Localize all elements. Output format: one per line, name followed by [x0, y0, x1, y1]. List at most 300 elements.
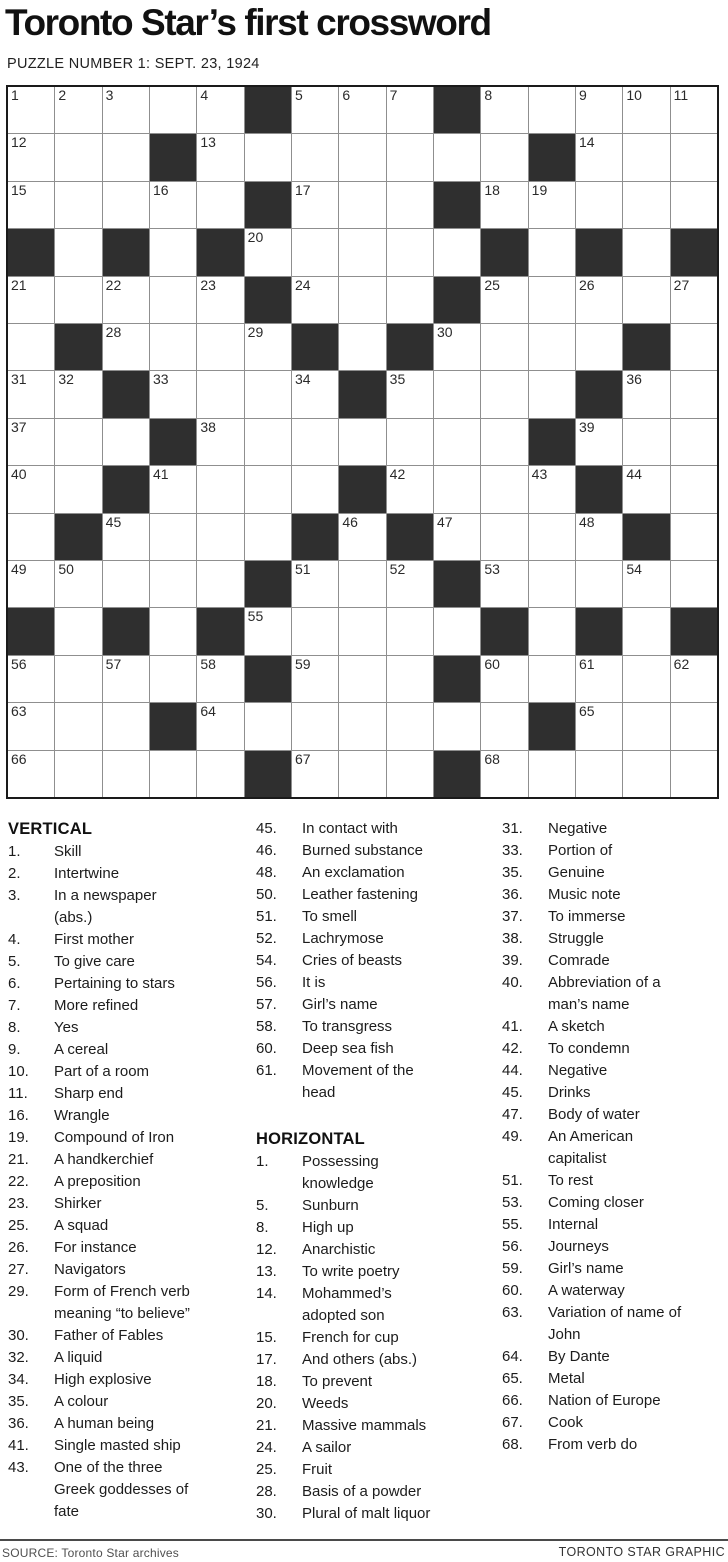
letter-cell [292, 182, 338, 228]
letter-cell [481, 514, 527, 560]
letter-cell [150, 751, 196, 797]
clue-text: A colour [54, 1393, 109, 1410]
clue-number: 7. [8, 997, 21, 1014]
clue-number: 4. [8, 931, 21, 948]
cell-number: 39 [578, 418, 595, 435]
clue-number: 56. [502, 1238, 523, 1255]
clue-text: To transgress [302, 1018, 393, 1035]
letter-cell [292, 656, 338, 702]
clue-number: 67. [502, 1414, 523, 1431]
clue-item [256, 1038, 444, 1060]
black-cell [623, 324, 669, 370]
letter-cell [387, 229, 433, 275]
letter-cell [339, 324, 385, 370]
cell-number: 45 [105, 513, 122, 530]
letter-cell [197, 371, 243, 417]
letter-cell [103, 324, 149, 370]
clue-number: 30. [256, 1505, 277, 1522]
clue-text: Girl’s name [548, 1260, 624, 1277]
cell-number: 4 [200, 87, 209, 103]
clue-text: Movement of the head [302, 1062, 414, 1101]
letter-cell [387, 371, 433, 417]
clue-item [256, 1151, 444, 1195]
clue-item [8, 995, 199, 1017]
clue-item [502, 1016, 692, 1038]
clue-text: Navigators [54, 1261, 126, 1278]
cell-number: 3 [105, 87, 114, 103]
clue-number: 58. [256, 1018, 277, 1035]
letter-cell [481, 751, 527, 797]
black-cell [387, 514, 433, 560]
black-cell [197, 608, 243, 654]
letter-cell [576, 87, 622, 133]
cell-number: 2 [58, 87, 67, 103]
clue-number: 68. [502, 1436, 523, 1453]
cell-number: 13 [200, 134, 216, 151]
letter-cell [623, 466, 669, 512]
clue-text: It is [302, 974, 326, 991]
clue-text: A human being [54, 1415, 155, 1432]
letter-cell [55, 703, 101, 749]
clue-text: Comrade [548, 952, 610, 969]
clue-text: Negative [548, 1062, 608, 1079]
letter-cell [339, 751, 385, 797]
letter-cell [623, 608, 669, 654]
cell-number: 19 [531, 181, 548, 198]
clue-number: 44. [502, 1062, 523, 1079]
cell-number: 6 [342, 87, 351, 103]
letter-cell [55, 751, 101, 797]
letter-cell [576, 514, 622, 560]
black-cell [387, 324, 433, 370]
clue-item [502, 1434, 692, 1456]
cell-number: 7 [389, 87, 398, 103]
cell-number: 63 [11, 703, 27, 720]
clue-item [502, 1060, 692, 1082]
letter-cell [623, 229, 669, 275]
black-cell [529, 703, 575, 749]
clue-item [8, 1083, 199, 1105]
letter-cell [529, 371, 575, 417]
clue-item [502, 818, 692, 840]
black-cell [434, 182, 480, 228]
clue-item [8, 1281, 199, 1325]
clue-number: 41. [8, 1437, 29, 1454]
clue-number: 25. [256, 1461, 277, 1478]
cell-number: 67 [294, 750, 311, 767]
clue-number: 63. [502, 1304, 523, 1321]
letter-cell [55, 87, 101, 133]
letter-cell [529, 751, 575, 797]
cell-number: 65 [578, 703, 595, 720]
letter-cell [576, 419, 622, 465]
letter-cell [103, 561, 149, 607]
letter-cell [623, 277, 669, 323]
clue-number: 21. [8, 1151, 29, 1168]
clue-item [502, 972, 692, 1016]
black-cell [103, 608, 149, 654]
letter-cell [387, 134, 433, 180]
cell-number: 43 [531, 466, 548, 483]
clue-item [502, 1038, 692, 1060]
cell-number: 22 [105, 276, 122, 293]
clue-text: Genuine [548, 864, 605, 881]
clue-text: Metal [548, 1370, 585, 1387]
cell-number: 36 [626, 371, 642, 388]
clue-text: Struggle [548, 930, 604, 947]
clue-item [502, 906, 692, 928]
cell-number: 66 [11, 750, 27, 767]
clue-item [256, 1327, 444, 1349]
clue-number: 57. [256, 996, 277, 1013]
clue-text: Music note [548, 886, 621, 903]
clue-text: Sharp end [54, 1085, 124, 1102]
clue-text: Pertaining to stars [54, 975, 175, 992]
clue-text: Coming closer [548, 1194, 644, 1211]
clue-item [8, 1127, 199, 1149]
letter-cell [197, 561, 243, 607]
letter-cell [529, 466, 575, 512]
letter-cell [150, 324, 196, 370]
clue-item [502, 1192, 692, 1214]
clue-text: A squad [54, 1217, 109, 1234]
clue-item [502, 1280, 692, 1302]
letter-cell [8, 561, 54, 607]
clue-text: And others (abs.) [302, 1351, 418, 1368]
clue-text: Yes [54, 1019, 79, 1036]
letter-cell [529, 608, 575, 654]
black-cell [197, 229, 243, 275]
black-cell [576, 608, 622, 654]
letter-cell [150, 466, 196, 512]
black-cell [245, 182, 291, 228]
clue-number: 2. [8, 865, 21, 882]
clue-text: One of the three Greek goddesses of fate [54, 1459, 189, 1520]
clue-number: 20. [256, 1395, 277, 1412]
cell-number: 21 [11, 276, 27, 293]
letter-cell [623, 87, 669, 133]
clue-text: Part of a room [54, 1063, 150, 1080]
letter-cell [481, 134, 527, 180]
clue-number: 1. [256, 1153, 269, 1170]
cell-number: 34 [294, 371, 311, 388]
clue-text: Drinks [548, 1084, 591, 1101]
clue-item [256, 1195, 444, 1217]
clue-text: Internal [548, 1216, 599, 1233]
clue-number: 19. [8, 1129, 29, 1146]
footer-divider [0, 1539, 728, 1541]
clue-item [256, 1459, 444, 1481]
cell-number: 28 [105, 324, 122, 340]
cell-number: 47 [436, 513, 453, 530]
clue-item [256, 1016, 444, 1038]
clue-text: Mohammed’s adopted son [302, 1285, 392, 1324]
black-cell [671, 608, 717, 654]
clue-number: 36. [502, 886, 523, 903]
letter-cell [103, 703, 149, 749]
letter-cell [481, 703, 527, 749]
letter-cell [245, 608, 291, 654]
letter-cell [387, 703, 433, 749]
clue-number: 35. [502, 864, 523, 881]
letter-cell [481, 466, 527, 512]
clue-text: Basis of a powder [302, 1483, 422, 1500]
clue-item [502, 1302, 692, 1346]
black-cell [245, 751, 291, 797]
letter-cell [245, 514, 291, 560]
letter-cell [8, 466, 54, 512]
clue-number: 27. [8, 1261, 29, 1278]
clue-number: 65. [502, 1370, 523, 1387]
black-cell [245, 87, 291, 133]
letter-cell [576, 751, 622, 797]
clue-item [502, 1126, 692, 1170]
clue-number: 32. [8, 1349, 29, 1366]
cell-number: 50 [58, 561, 74, 577]
letter-cell [150, 371, 196, 417]
clue-item [256, 1481, 444, 1503]
clue-number: 45. [502, 1084, 523, 1101]
clue-item [8, 1017, 199, 1039]
clue-item [502, 928, 692, 950]
cell-number: 40 [11, 466, 27, 483]
black-cell [103, 229, 149, 275]
black-cell [623, 514, 669, 560]
clue-item [8, 1215, 199, 1237]
letter-cell [55, 277, 101, 323]
letter-cell [150, 277, 196, 323]
cell-number: 10 [626, 87, 642, 103]
letter-cell [8, 87, 54, 133]
black-cell [434, 277, 480, 323]
black-cell [55, 514, 101, 560]
clue-number: 56. [256, 974, 277, 991]
letter-cell [150, 656, 196, 702]
letter-cell [339, 182, 385, 228]
letter-cell [671, 419, 717, 465]
clue-text: Massive mammals [302, 1417, 427, 1434]
clue-item [8, 973, 199, 995]
letter-cell [103, 656, 149, 702]
letter-cell [623, 371, 669, 417]
letter-cell [292, 466, 338, 512]
clue-item [256, 1393, 444, 1415]
letter-cell [8, 324, 54, 370]
letter-cell [55, 182, 101, 228]
cell-number: 18 [484, 181, 500, 198]
letter-cell [55, 419, 101, 465]
clue-text: Skill [54, 843, 82, 860]
letter-cell [150, 514, 196, 560]
letter-cell [103, 134, 149, 180]
clue-item [8, 885, 199, 929]
clue-item [256, 1239, 444, 1261]
letter-cell [339, 419, 385, 465]
clue-item [256, 994, 444, 1016]
black-cell [292, 324, 338, 370]
letter-cell [339, 703, 385, 749]
letter-cell [623, 182, 669, 228]
clue-item [256, 840, 444, 862]
letter-cell [481, 182, 527, 228]
clue-text: Possessing knowledge [302, 1153, 379, 1192]
cell-number: 14 [578, 134, 595, 151]
clue-number: 13. [256, 1263, 277, 1280]
clue-text: To condemn [548, 1040, 630, 1057]
letter-cell [576, 703, 622, 749]
clue-number: 33. [502, 842, 523, 859]
crossword-grid [6, 85, 719, 799]
letter-cell [103, 87, 149, 133]
letter-cell [671, 703, 717, 749]
letter-cell [245, 419, 291, 465]
cell-number: 53 [484, 561, 500, 577]
clue-column-2 [256, 818, 444, 1525]
black-cell [292, 514, 338, 560]
letter-cell [292, 608, 338, 654]
letter-cell [339, 608, 385, 654]
cell-number: 26 [578, 276, 595, 293]
clue-text: High explosive [54, 1371, 152, 1388]
letter-cell [197, 277, 243, 323]
letter-cell [339, 514, 385, 560]
letter-cell [197, 324, 243, 370]
letter-cell [434, 608, 480, 654]
clue-number: 41. [502, 1018, 523, 1035]
cell-number: 38 [200, 418, 216, 435]
clue-text: Fruit [302, 1461, 332, 1478]
cell-number: 37 [11, 418, 27, 435]
letter-cell [387, 466, 433, 512]
clue-text: Leather fastening [302, 886, 418, 903]
letter-cell [576, 182, 622, 228]
clue-text: Weeds [302, 1395, 349, 1412]
black-cell [434, 561, 480, 607]
clue-text: Nation of Europe [548, 1392, 661, 1409]
clue-item [502, 1082, 692, 1104]
puzzle-subtitle: PUZZLE NUMBER 1: SEPT. 23, 1924 [7, 56, 260, 72]
letter-cell [671, 466, 717, 512]
clue-number: 34. [8, 1371, 29, 1388]
clue-number: 54. [256, 952, 277, 969]
letter-cell [292, 87, 338, 133]
cell-number: 44 [626, 466, 642, 483]
black-cell [245, 561, 291, 607]
cell-number: 51 [294, 561, 311, 577]
clue-number: 17. [256, 1351, 277, 1368]
letter-cell [387, 87, 433, 133]
cell-number: 16 [152, 181, 169, 198]
clue-number: 9. [8, 1041, 21, 1058]
black-cell [339, 371, 385, 417]
letter-cell [529, 277, 575, 323]
cell-number: 42 [389, 466, 406, 483]
cell-number: 11 [673, 87, 689, 103]
cell-number: 30 [436, 324, 453, 340]
clue-number: 21. [256, 1417, 277, 1434]
cell-number: 61 [578, 655, 595, 672]
clue-number: 60. [256, 1040, 277, 1057]
clue-text: Form of French verb meaning “to believe” [54, 1283, 190, 1322]
clue-number: 60. [502, 1282, 523, 1299]
letter-cell [8, 419, 54, 465]
clue-item [8, 1149, 199, 1171]
graphic-credit: TORONTO STAR GRAPHIC [558, 1545, 725, 1559]
clue-item [8, 1039, 199, 1061]
clue-item [8, 1105, 199, 1127]
clue-item [8, 1413, 199, 1435]
letter-cell [197, 419, 243, 465]
cell-number: 59 [294, 655, 311, 672]
letter-cell [197, 87, 243, 133]
black-cell [529, 134, 575, 180]
clue-list-header: HORIZONTAL [256, 1130, 365, 1148]
clue-item [8, 1259, 199, 1281]
black-cell [434, 656, 480, 702]
clue-item [256, 1283, 444, 1327]
clue-text: A sketch [548, 1018, 605, 1035]
clue-item [256, 950, 444, 972]
letter-cell [55, 608, 101, 654]
clue-text: A waterway [548, 1282, 625, 1299]
clue-text: Journeys [548, 1238, 609, 1255]
letter-cell [292, 703, 338, 749]
clue-number: 40. [502, 974, 523, 991]
letter-cell [671, 371, 717, 417]
clue-text: Lachrymose [302, 930, 384, 947]
black-cell [434, 87, 480, 133]
clue-item [502, 1214, 692, 1236]
clue-number: 6. [8, 975, 21, 992]
letter-cell [671, 751, 717, 797]
clue-text: Sunburn [302, 1197, 359, 1214]
letter-cell [434, 371, 480, 417]
clue-number: 24. [256, 1439, 277, 1456]
letter-cell [339, 87, 385, 133]
black-cell [481, 229, 527, 275]
letter-cell [576, 134, 622, 180]
clue-item [502, 1104, 692, 1126]
clue-item [8, 863, 199, 885]
clue-item [256, 1437, 444, 1459]
letter-cell [150, 87, 196, 133]
cell-number: 68 [484, 750, 500, 767]
clue-list-header: VERTICAL [8, 820, 93, 838]
letter-cell [8, 703, 54, 749]
clue-item [502, 862, 692, 884]
clue-text: To write poetry [302, 1263, 400, 1280]
letter-cell [150, 608, 196, 654]
letter-cell [8, 514, 54, 560]
letter-cell [197, 703, 243, 749]
clue-item [8, 951, 199, 973]
clue-number: 35. [8, 1393, 29, 1410]
clue-number: 66. [502, 1392, 523, 1409]
clue-item [8, 841, 199, 863]
clue-number: 14. [256, 1285, 277, 1302]
letter-cell [197, 514, 243, 560]
clue-item [502, 1346, 692, 1368]
clue-item [256, 1349, 444, 1371]
clue-item [8, 929, 199, 951]
black-cell [150, 703, 196, 749]
clue-number: 25. [8, 1217, 29, 1234]
clue-text: Father of Fables [54, 1327, 164, 1344]
letter-cell [623, 134, 669, 180]
black-cell [55, 324, 101, 370]
clue-number: 49. [502, 1128, 523, 1145]
cell-number: 48 [578, 513, 595, 530]
